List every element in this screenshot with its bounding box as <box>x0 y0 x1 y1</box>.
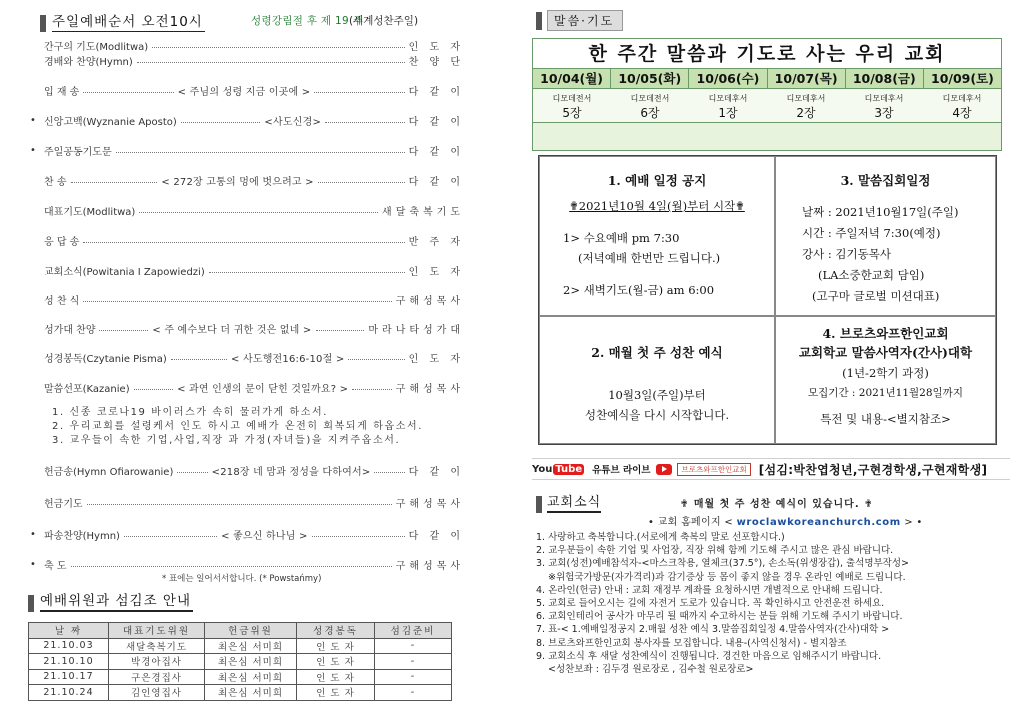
prayer-item: 1. 신종 코로나19 바이러스가 속히 물러가게 하소서. <box>52 407 329 418</box>
news-item: <성찬보좌 : 김두경 원로장로 , 김수철 원로장로> <box>548 664 754 676</box>
table-row <box>29 685 452 701</box>
day-cell: 10/09(토) <box>931 71 994 86</box>
dot-leader <box>171 359 227 360</box>
notice-line: (1년-2학기 과정) <box>842 366 929 380</box>
homepage-link[interactable]: wroclawkoreanchurch.com <box>736 517 901 528</box>
order-row <box>44 494 464 510</box>
reading-book: 디모데후서 <box>708 94 748 103</box>
order-row <box>44 172 464 188</box>
news-item: 4. 온라인(헌금) 안내 : 교회 재정부 계좌를 요청하시면 개별적으로 안내해 드립니다. <box>536 584 883 596</box>
order-item-name: 경배와 찬양(Hymn) <box>44 56 133 68</box>
day-cell: 10/08(금) <box>846 69 924 88</box>
news-item: 8. 브로츠와프한인교회 봉사자를 모집합니다. 내용-(사역신청서) - 별지참조 <box>536 637 847 649</box>
reading-book: 디모데후서 <box>864 94 904 103</box>
dot-leader <box>314 92 404 93</box>
order-item-leader: 새달축복기도 <box>382 206 464 218</box>
news-item: 1. 사랑하고 축복합니다.(서로에게 축복의 말로 선포합시다.) <box>536 532 785 543</box>
bullet: • <box>30 528 36 540</box>
order-item-leader: 다 같 이 <box>408 176 464 188</box>
cell-offering: 최은심 서미희 <box>205 638 297 654</box>
notice-title: 3. 말씀집회일정 <box>840 173 931 188</box>
right-page <box>528 0 1024 724</box>
order-row <box>44 462 465 478</box>
order-item-detail: < 좋으신 하나님 > <box>221 530 308 542</box>
dot-leader <box>152 47 404 48</box>
staff-title: 예배위원과 섬김조 안내 <box>40 589 193 612</box>
notice-line: (저녁예배 한번만 드립니다.) <box>578 251 721 265</box>
notice-revival-meeting <box>775 156 996 316</box>
order-item-name: 찬 송 <box>44 176 67 188</box>
cell-date: 21.10.10 <box>29 654 109 670</box>
notice-school-college <box>775 316 996 444</box>
cell-service: - <box>375 638 452 654</box>
order-row <box>44 232 464 248</box>
order-title: 주일예배순서 오전10시 <box>52 10 205 32</box>
reading-row <box>533 89 1001 123</box>
order-item-leader: 다 같 이 <box>408 530 464 542</box>
day-cell: 10/04(월) <box>533 69 611 88</box>
notice-worship-schedule <box>539 156 775 316</box>
word-title: 말씀·기도 <box>547 10 623 31</box>
news-item: 6. 교회인테리어 공사가 마무리 될 때까지 수고하시는 분들 위해 기도해 주시기 바랍니다. <box>536 611 903 623</box>
youtube-logo[interactable]: You Tube <box>532 463 583 475</box>
order-row <box>44 349 465 365</box>
notice-line: 1> 수요예배 pm 7:30 <box>563 231 680 245</box>
cell-reading: 인 도 자 <box>297 638 375 654</box>
reading-cell <box>611 89 689 122</box>
weekly-reading-box <box>532 38 1002 151</box>
order-item-detail: <218장 네 맘과 정성을 다하여서> <box>211 466 371 478</box>
dot-leader <box>134 389 173 390</box>
dot-leader <box>139 212 378 213</box>
cell-date: 21.10.24 <box>29 685 109 701</box>
order-item-detail: < 272장 고통의 멍에 벗으려고 > <box>161 176 314 188</box>
col-offering: 헌금위원 <box>205 623 297 639</box>
bullet: • <box>30 144 36 156</box>
dot-leader <box>374 472 404 473</box>
channel-link[interactable]: 브로츠와프한인교회 <box>677 463 750 476</box>
order-item-leader: 인 도 자 <box>408 41 464 53</box>
heading-bar <box>536 12 542 30</box>
notice-line: 강사 : 김기동목사 <box>802 247 891 261</box>
dot-leader <box>124 536 217 537</box>
notice-line: 날짜 : 2021년10월17일(주일) <box>802 205 959 219</box>
order-row <box>30 526 464 542</box>
youtube-live-label: 유튜브 라이브 <box>592 465 651 476</box>
day-cell: 10/05(화) <box>611 69 689 88</box>
order-item-name: 응 답 송 <box>44 236 80 248</box>
news-item: 3. 교회(성전)예배참석자-<마스크착용, 열체크(37.5°), 손소독(위생장갑), 출석명부작성> <box>536 558 910 570</box>
dot-leader <box>83 301 391 302</box>
homepage-note: • 교회 홈페이지 < wroclawkoreanchurch.com > • <box>648 517 923 528</box>
notice-line: 특전 및 내용-<별지참조> <box>820 412 951 426</box>
order-item-leader: 다 같 이 <box>408 86 464 98</box>
reading-chapter: 2장 <box>796 106 816 120</box>
order-item-name: 축 도 <box>44 560 67 572</box>
cell-offering: 최은심 서미희 <box>205 669 297 685</box>
order-row <box>30 142 464 158</box>
order-item-leader: 마라나타성가대 <box>368 324 464 336</box>
dot-leader <box>316 330 365 331</box>
notice-line: 2> 새벽기도(월-금) am 6:00 <box>563 283 715 297</box>
prayer-item: 3. 교우들이 속한 기업,사업,직장 과 가정(자녀들)을 지켜주옵소서. <box>52 435 401 446</box>
prayer-item: 2. 우리교회를 설령케서 인도 하시고 예배가 온전히 회복되게 하옵소서. <box>52 421 424 432</box>
order-item-leader: 인 도 자 <box>408 266 464 278</box>
dot-leader <box>83 92 173 93</box>
dot-leader <box>137 62 405 63</box>
order-item-leader: 구해성목사 <box>395 295 464 307</box>
reading-cell <box>533 89 611 122</box>
order-item-name: 말씀선포(Kazanie) <box>44 383 130 395</box>
word-heading <box>536 10 623 31</box>
reading-book: 디모데전서 <box>552 94 592 103</box>
news-title: 교회소식 <box>547 491 601 513</box>
reading-cell <box>767 89 845 122</box>
heading-bar <box>40 15 46 32</box>
youtube-bar <box>532 458 1010 480</box>
news-item: 9. 교회소식 후 새달 성찬예식이 진행됩니다. 경건한 마음으로 임해주시기 바랍니다. <box>536 650 882 662</box>
notice-title: 2. 매월 첫 주 성찬 예식 <box>591 345 723 360</box>
staff-heading <box>28 589 193 612</box>
order-row <box>44 379 465 395</box>
order-item-name: 간구의 기도(Modlitwa) <box>44 41 149 53</box>
reading-chapter: 5장 <box>562 106 582 120</box>
heading-bar <box>28 595 34 612</box>
order-item-leader: 다 같 이 <box>408 146 464 158</box>
notice-line: 10월3일(주일)부터 <box>608 388 706 402</box>
reading-chapter: 1장 <box>718 106 738 120</box>
news-heading <box>536 491 601 513</box>
cell-offering: 최은심 서미희 <box>205 685 297 701</box>
order-row <box>30 556 464 572</box>
order-item-detail: < 주 예수보다 더 귀한 것은 없네 > <box>152 324 312 336</box>
table-row <box>29 669 452 685</box>
dot-leader <box>116 152 405 153</box>
news-list <box>536 531 1022 676</box>
dot-leader <box>181 122 261 123</box>
order-item-name: 교회소식(Powitania I Zapowiedzi) <box>44 266 205 278</box>
liturgical-week: 성령강림절 후 제 19 주 <box>251 15 364 27</box>
staff-header-row <box>29 623 452 639</box>
order-item-name: 신앙고백(Wyznanie Aposto) <box>44 116 177 128</box>
dot-leader <box>177 472 207 473</box>
reading-book: 디모데후서 <box>942 94 982 103</box>
order-item-name: 입 재 송 <box>44 86 80 98</box>
cell-service: - <box>375 685 452 701</box>
cell-reading: 인 도 자 <box>297 669 375 685</box>
cell-reading: 인 도 자 <box>297 685 375 701</box>
order-row <box>30 112 464 128</box>
order-item-name: 주일공동기도문 <box>44 146 112 158</box>
order-row <box>44 262 464 278</box>
notice-line: (LA소중한교회 담임) <box>818 268 925 282</box>
heading-bar <box>536 496 542 513</box>
order-item-name: 파송찬양(Hymn) <box>44 530 120 542</box>
order-item-name: 성가대 찬양 <box>44 324 96 336</box>
order-item-name: 성 찬 식 <box>44 295 80 307</box>
dot-leader <box>71 182 158 183</box>
order-row <box>44 37 464 53</box>
cell-date: 21.10.03 <box>29 638 109 654</box>
cell-prayer: 새달축복기도 <box>109 638 205 654</box>
news-item: ※위험국가방문(자가격리)과 감기증상 등 몸이 좋지 않을 경우 온라인 예배로 드립니다. <box>548 571 906 583</box>
ushers-text: [섬김:박찬엽청년,구현경학생,구현재학생] <box>758 462 988 477</box>
col-date: 날 짜 <box>29 623 109 639</box>
cell-service: - <box>375 669 452 685</box>
reading-book: 디모데후서 <box>786 94 826 103</box>
notice-title: 1. 예배 일정 공지 <box>607 173 707 188</box>
order-row <box>44 52 464 68</box>
standing-note: * 표에는 일어서서합니다. (* Powstańmy) <box>162 574 322 584</box>
notice-line: 성찬예식을 다시 시작합니다. <box>584 408 730 422</box>
communion-note: ✟ 매월 첫 주 성찬 예식이 있습니다. ✟ <box>680 499 874 510</box>
reading-book: 디모데전서 <box>630 94 670 103</box>
order-item-leader: 구해성목사 <box>395 560 464 572</box>
bullet: • <box>30 114 36 126</box>
dot-leader <box>87 504 392 505</box>
table-row <box>29 654 452 670</box>
cell-reading: 인 도 자 <box>297 654 375 670</box>
notice-grid <box>538 155 997 445</box>
order-row <box>44 82 464 98</box>
dot-leader <box>71 566 392 567</box>
notice-line: 시간 : 주일저녁 7:30(예정) <box>802 226 941 240</box>
order-item-leader: 인 도 자 <box>408 353 465 365</box>
order-heading <box>40 10 205 32</box>
col-reading: 성경봉독 <box>297 623 375 639</box>
notice-title: 4. 브로츠와프한인교회 <box>822 326 949 341</box>
cell-prayer: 박경아집사 <box>109 654 205 670</box>
cell-offering: 최은심 서미희 <box>205 654 297 670</box>
news-item: 2. 교우분들이 속한 기업 및 사업장, 직장 위해 함께 기도해 주시고 많은 관심 바랍니다. <box>536 545 894 557</box>
dot-leader <box>348 359 404 360</box>
bullet: • <box>30 558 36 570</box>
dot-leader <box>83 242 404 243</box>
reading-chapter: 3장 <box>874 106 894 120</box>
reading-cell <box>689 89 767 122</box>
order-item-leader: 찬 양 단 <box>408 56 464 68</box>
dot-leader <box>352 389 391 390</box>
order-item-detail: < 사도행전16:6-10절 > <box>231 353 345 365</box>
day-cell: 10/06(수) <box>689 69 767 88</box>
order-item-detail: < 주님의 성령 지금 이곳에 > <box>177 86 311 98</box>
order-item-leader: 다 같 이 <box>408 116 464 128</box>
order-item-leader: 구해성목사 <box>395 498 464 510</box>
reading-cell <box>845 89 923 122</box>
col-prayer: 대표기도위원 <box>109 623 205 639</box>
order-item-name: 헌금송(Hymn Ofiarowanie) <box>44 466 174 478</box>
dot-leader <box>99 330 148 331</box>
reading-cell <box>923 89 1001 122</box>
play-icon[interactable] <box>656 464 672 475</box>
notice-communion <box>539 316 775 444</box>
weekly-title: 한 주간 말씀과 기도로 사는 우리 교회 <box>533 39 1001 69</box>
dot-leader <box>209 272 405 273</box>
staff-table <box>28 622 452 701</box>
order-item-name: 성경봉독(Czytanie Pisma) <box>44 353 167 365</box>
news-item: 5. 교회로 들어오시는 길에 자전거 도로가 있습니다. 꼭 확인하시고 안전운전 하세요. <box>536 598 885 610</box>
notice-title: 교회학교 말씀사역자(간사)대학 <box>798 345 973 360</box>
day-row <box>533 69 1001 89</box>
notice-line: (고구마 글로벌 미션대표) <box>812 289 940 303</box>
dot-leader <box>318 182 405 183</box>
news-item: 7. 표-< 1.예배일정공지 2.매월 성찬 예식 3.말씀집회일정 4.말씀사역자(간사)대학 > <box>536 624 890 636</box>
cell-date: 21.10.17 <box>29 669 109 685</box>
left-page <box>0 0 490 724</box>
prayer-list <box>52 406 423 448</box>
order-item-leader: 구해성목사 <box>395 383 465 395</box>
dot-leader <box>325 122 405 123</box>
order-item-detail: <사도신경> <box>264 116 322 128</box>
notice-start-date: ✟2021년10월 4일(월)부터 시작✟ <box>569 199 745 213</box>
order-row <box>44 291 464 307</box>
liturgical-note: (세계성찬주일) <box>349 15 419 27</box>
order-item-leader: 반 주 자 <box>408 236 464 248</box>
reading-chapter: 4장 <box>952 106 972 120</box>
order-item-leader: 다 같 이 <box>408 466 465 478</box>
dot-leader <box>312 536 405 537</box>
day-cell: 10/07(목) <box>768 69 846 88</box>
order-item-name: 대표기도(Modlitwa) <box>44 206 136 218</box>
order-item-name: 헌금기도 <box>44 498 83 510</box>
cell-service: - <box>375 654 452 670</box>
order-row <box>44 202 464 218</box>
col-service: 섬김준비 <box>375 623 452 639</box>
notice-line: 모집기간 : 2021년11월28일까지 <box>808 387 963 399</box>
order-item-detail: < 과연 인생의 문이 닫힌 것일까요? > <box>177 383 349 395</box>
cell-prayer: 김인영집사 <box>109 685 205 701</box>
table-row <box>29 638 452 654</box>
order-row <box>44 320 464 336</box>
cell-prayer: 구은경집사 <box>109 669 205 685</box>
reading-chapter: 6장 <box>640 106 660 120</box>
